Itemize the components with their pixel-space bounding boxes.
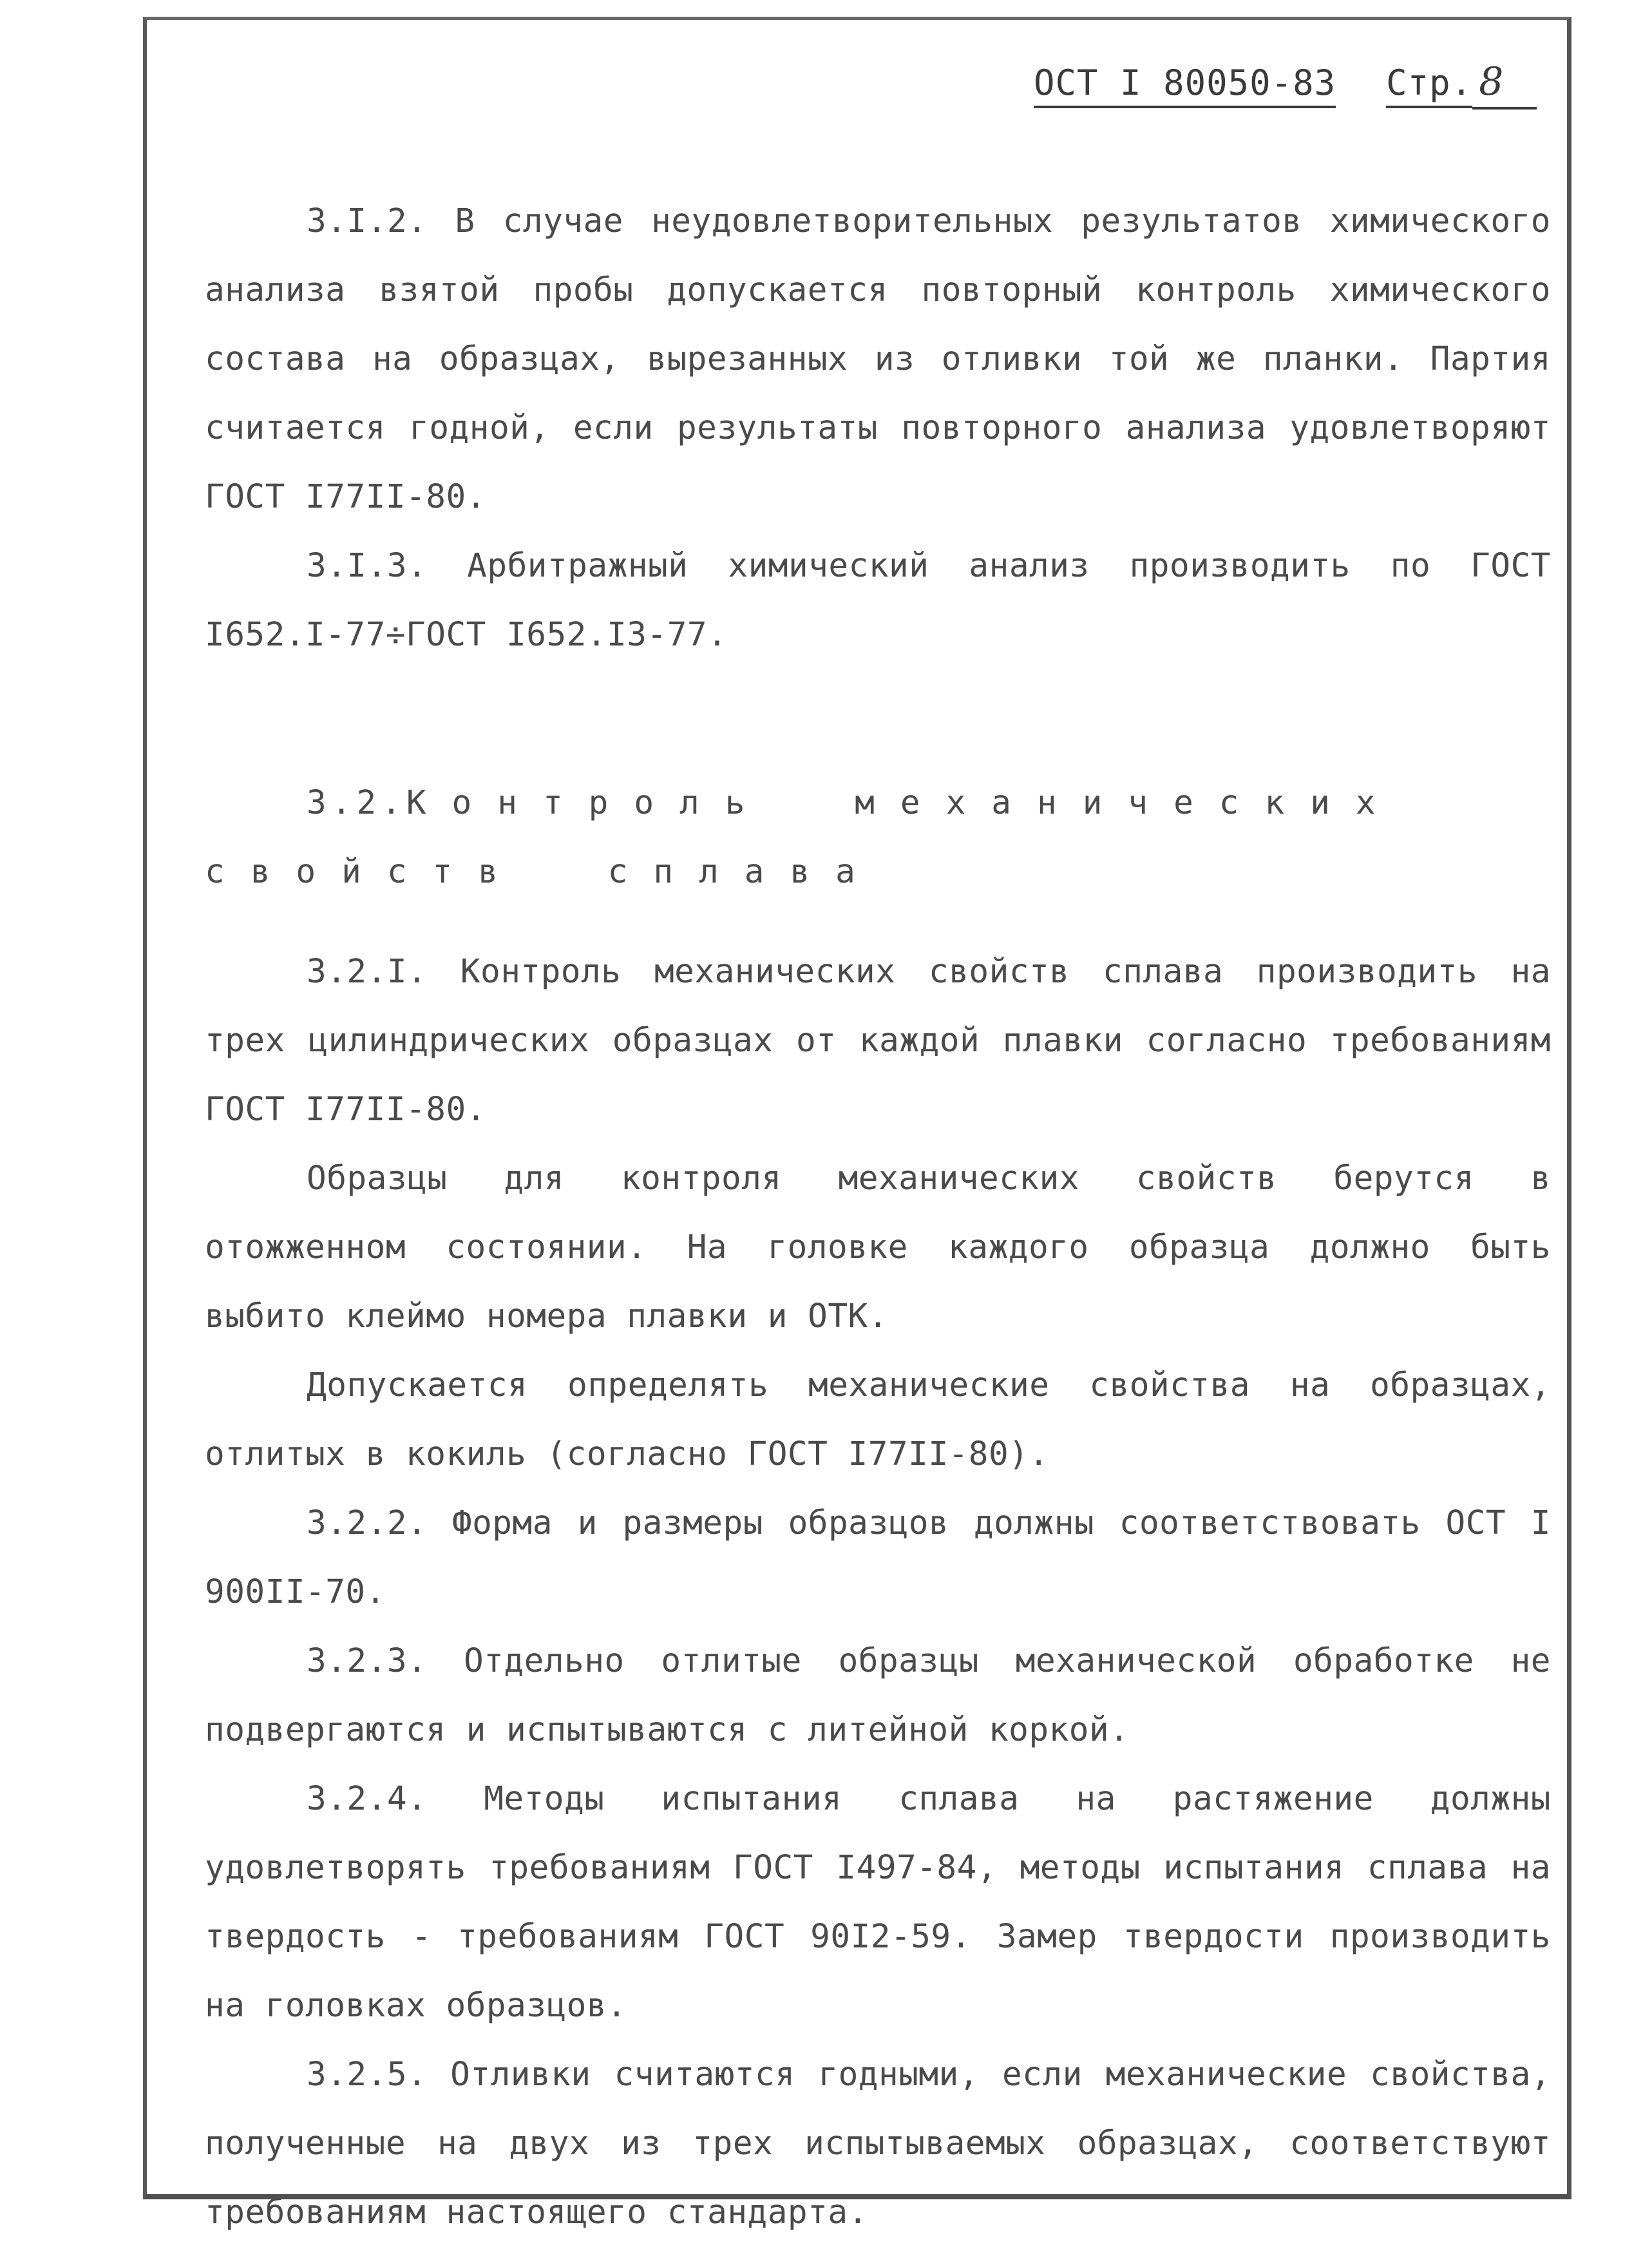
page-label: Стр. <box>1386 62 1472 108</box>
paragraph-samples-annealed: Образцы для контроля механических свойств берутся в отожженном состоянии. На головке каждого образца должно быть выбито клеймо номера плавки и ОТК. <box>205 1160 1551 1335</box>
page-header <box>1034 59 1537 110</box>
paragraph-3-2-3: 3.2.3. Отдельно отлитые образцы механической обработке не подвергаются и испытываются с литейной коркой. <box>205 1642 1551 1749</box>
paragraph-3-2-4: 3.2.4. Методы испытания сплава на растяжение должны удовлетворять требованиям ГОСТ I497-84, методы испытания сплава на твердость - требованиям ГОСТ 90I2-59. Замер твердости производить на головках образцов. <box>205 1780 1551 2025</box>
page-number: 8 <box>1472 59 1537 110</box>
section-number: 3.2. <box>307 784 406 822</box>
section-title: Контроль механических свойств сплава <box>205 784 1401 891</box>
paragraph-3-2-5: 3.2.5. Отливки считаются годными, если механические свойства, полученные на двух из трех испытываемых образцах, соответствуют требованиям настоящего стандарта. <box>205 2056 1551 2232</box>
paragraph-3-2-1: 3.2.I. Контроль механических свойств сплава производить на трех цилиндрических образцах от каждой плавки согласно требованиям ГОСТ I77II-80. <box>205 953 1551 1129</box>
paragraph-3-1-3: 3.I.3. Арбитражный химический анализ производить по ГОСТ I652.I-77÷ГОСТ I652.I3-77. <box>205 547 1551 654</box>
paragraph-chill-mold: Допускается определять механические свойства на образцах, отлитых в кокиль (согласно ГОСТ I77II-80). <box>205 1366 1551 1473</box>
paragraph-3-1-2: 3.I.2. В случае неудовлетворительных результатов химического анализа взятой пробы допускается повторный контроль химического состава на образцах, вырезанных из отливки той же планки. Партия считается годной, если результаты повторного анализа удовлетворяют ГОСТ I77II-80. <box>205 202 1551 516</box>
document-body <box>205 187 1551 2247</box>
paragraph-3-2-2: 3.2.2. Форма и размеры образцов должны соответствовать ОСТ I 900II-70. <box>205 1504 1551 1611</box>
document-code: ОСТ I 80050-83 <box>1034 62 1336 108</box>
section-heading-3-2 <box>205 769 1551 906</box>
